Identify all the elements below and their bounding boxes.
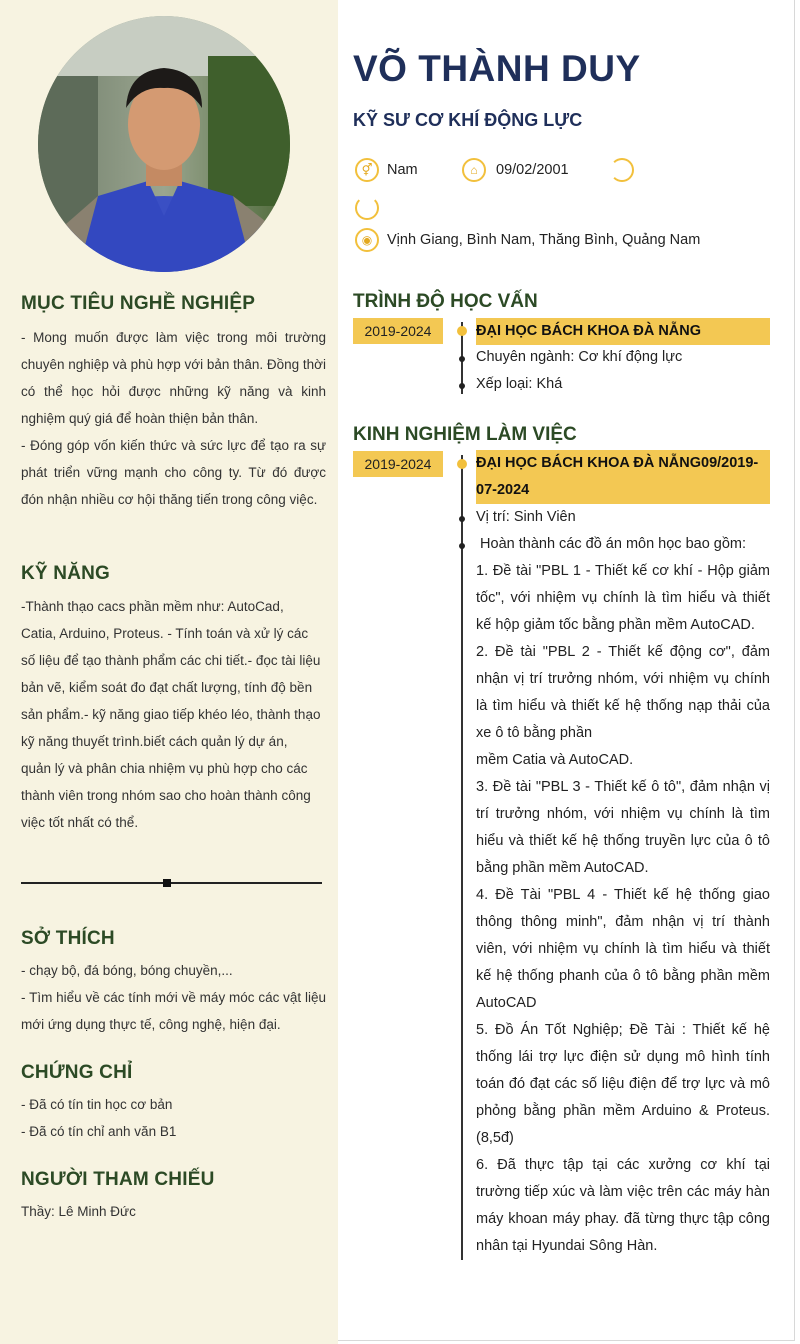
job-title: KỸ SƯ CƠ KHÍ ĐỘNG LỰC bbox=[353, 110, 583, 130]
experience-intro: Hoàn thành các đồ án môn học bao gồm: bbox=[476, 536, 747, 552]
experience-year: 2019-2024 bbox=[353, 451, 443, 477]
objective-paragraph: - Mong muốn được làm việc trong môi trường chuyên nghiệp và phù hợp với bản thân. Đồng thời có thể học hỏi được những kỹ năng và kinh nghiệm quý giá để hoàn thiện bản thân. bbox=[21, 330, 327, 426]
objective-text bbox=[21, 324, 326, 513]
hobby-item: - chạy bộ, đá bóng, bóng chuyền,... bbox=[21, 963, 233, 978]
reference-text bbox=[21, 1198, 326, 1225]
experience-details bbox=[476, 558, 770, 1260]
timeline-dot bbox=[457, 326, 467, 336]
certificate-item: - Đã có tín chỉ anh văn B1 bbox=[21, 1124, 177, 1139]
reference-item: Thầy: Lê Minh Đức bbox=[21, 1204, 136, 1219]
gender-icon: ⚥ bbox=[355, 158, 379, 182]
project-item: 3. Đề tài "PBL 3 - Thiết kế ô tô", đảm nhận vị trí trưởng nhóm, với nhiệm vụ chính là tìm hiểu và thiết kế hệ thống truyền lực của ô tô bằng phần mềm AutoCAD. bbox=[476, 779, 770, 876]
bullet-dot bbox=[459, 356, 465, 362]
hobby-item: - Tìm hiểu về các tính mới về máy móc các vật liệu mới ứng dụng thực tế, công nghệ, hiện đại. bbox=[21, 990, 326, 1032]
education-title: TRÌNH ĐỘ HỌC VẤN bbox=[353, 291, 538, 312]
experience-heading: ĐẠI HỌC BÁCH KHOA ĐÀ NẴNG09/2019-07-2024 bbox=[476, 450, 770, 504]
project-item: 4. Đề Tài "PBL 4 - Thiết kế hệ thống giao thông thông minh", đảm nhận vị trí thành viên, với nhiệm vụ chính là tìm hiểu và thiết kế hệ thống phanh của ô tô bằng phần mềm AutoCAD bbox=[476, 887, 770, 1011]
map-pin-icon: ◉ bbox=[355, 228, 379, 252]
hobbies-title: SỞ THÍCH bbox=[21, 928, 115, 949]
objective-title: MỤC TIÊU NGHỀ NGHIỆP bbox=[21, 293, 256, 314]
bullet-dot bbox=[459, 543, 465, 549]
skills-title: KỸ NĂNG bbox=[21, 563, 111, 584]
certificate-item: - Đã có tín tin học cơ bản bbox=[21, 1097, 173, 1112]
divider-marker bbox=[163, 879, 171, 887]
certificates-title: CHỨNG CHỈ bbox=[21, 1062, 133, 1083]
education-major: Chuyên ngành: Cơ khí động lực bbox=[476, 349, 683, 365]
experience-title: KINH NGHIỆM LÀM VIỆC bbox=[353, 424, 577, 445]
education-school: ĐẠI HỌC BÁCH KHOA ĐÀ NẴNG bbox=[476, 318, 770, 345]
experience-position: Vị trí: Sinh Viên bbox=[476, 509, 576, 525]
project-item: 5. Đồ Án Tốt Nghiệp; Đề Tài : Thiết kế hệ thống lái trợ lực điện sử dụng mô hình tính toán đó đạt các số liệu điện để trợ lực và mô phỏng bằng phần mềm Arduino & Proteus. (8,5đ) bbox=[476, 1022, 770, 1146]
experience-timeline bbox=[461, 455, 463, 1260]
birthday-cake-icon: ⌂ bbox=[462, 158, 486, 182]
certificates-text bbox=[21, 1091, 326, 1145]
project-item: 2. Đề tài "PBL 2 - Thiết kế động cơ", đảm nhận vị trí trưởng nhóm, với nhiệm vụ chính là tìm hiểu và thiết kế hệ thống nạp thải của xe ô tô bằng phần bbox=[476, 644, 770, 741]
email-icon bbox=[355, 196, 379, 220]
reference-title: NGƯỜI THAM CHIẾU bbox=[21, 1169, 215, 1190]
profile-photo bbox=[38, 16, 290, 272]
divider bbox=[21, 882, 322, 884]
bullet-dot bbox=[459, 516, 465, 522]
dob-value: 09/02/2001 bbox=[496, 162, 569, 178]
full-name: VÕ THÀNH DUY bbox=[353, 48, 641, 89]
avatar bbox=[38, 16, 290, 272]
project-item: 1. Đề tài "PBL 1 - Thiết kế cơ khí - Hộp giảm tốc", với nhiệm vụ chính là tìm hiểu và thiết kế hộp giảm tốc bằng phần mềm AutoCAD. bbox=[476, 563, 770, 633]
education-grade: Xếp loại: Khá bbox=[476, 376, 563, 392]
objective-paragraph: - Đóng góp vốn kiến thức và sức lực để tạo ra sự phát triển vững mạnh cho công ty. Từ đó được đón nhận nhiều cơ hội thăng tiến trong công việc. bbox=[21, 438, 326, 507]
hobbies-text bbox=[21, 957, 326, 1038]
phone-icon bbox=[610, 158, 634, 182]
project-item: mềm Catia và AutoCAD. bbox=[476, 752, 634, 768]
address-value: Vịnh Giang, Bình Nam, Thăng Bình, Quảng Nam bbox=[387, 232, 701, 248]
project-item: 6. Đã thực tập tại các xưởng cơ khí tại trường tiếp xúc và làm việc trên các máy hàn máy khoan máy phay. đã từng thực tập công nhân tại Hyundai Sông Hàn. bbox=[476, 1157, 770, 1254]
skills-text bbox=[21, 593, 321, 836]
bullet-dot bbox=[459, 383, 465, 389]
skills-paragraph: -Thành thạo cacs phần mềm như: AutoCad, Catia, Arduino, Proteus. - Tính toán và xử lý các số liệu để tạo thành phẩm các chi tiết.- đọc tài liệu bản vẽ, kiểm soát đo đạt chất lượng, tính độ bền sản phẩm.- kỹ năng giao tiếp khéo léo, thành thạo kỹ năng thuyết trình.biết cách quản lý dự án, quản lý và phân chia nhiệm vụ phù hợp cho các thành viên trong nhóm sao cho hoàn thành công việc tốt nhất có thể. bbox=[21, 599, 321, 830]
education-year: 2019-2024 bbox=[353, 318, 443, 344]
timeline-dot bbox=[457, 459, 467, 469]
gender-value: Nam bbox=[387, 162, 418, 178]
